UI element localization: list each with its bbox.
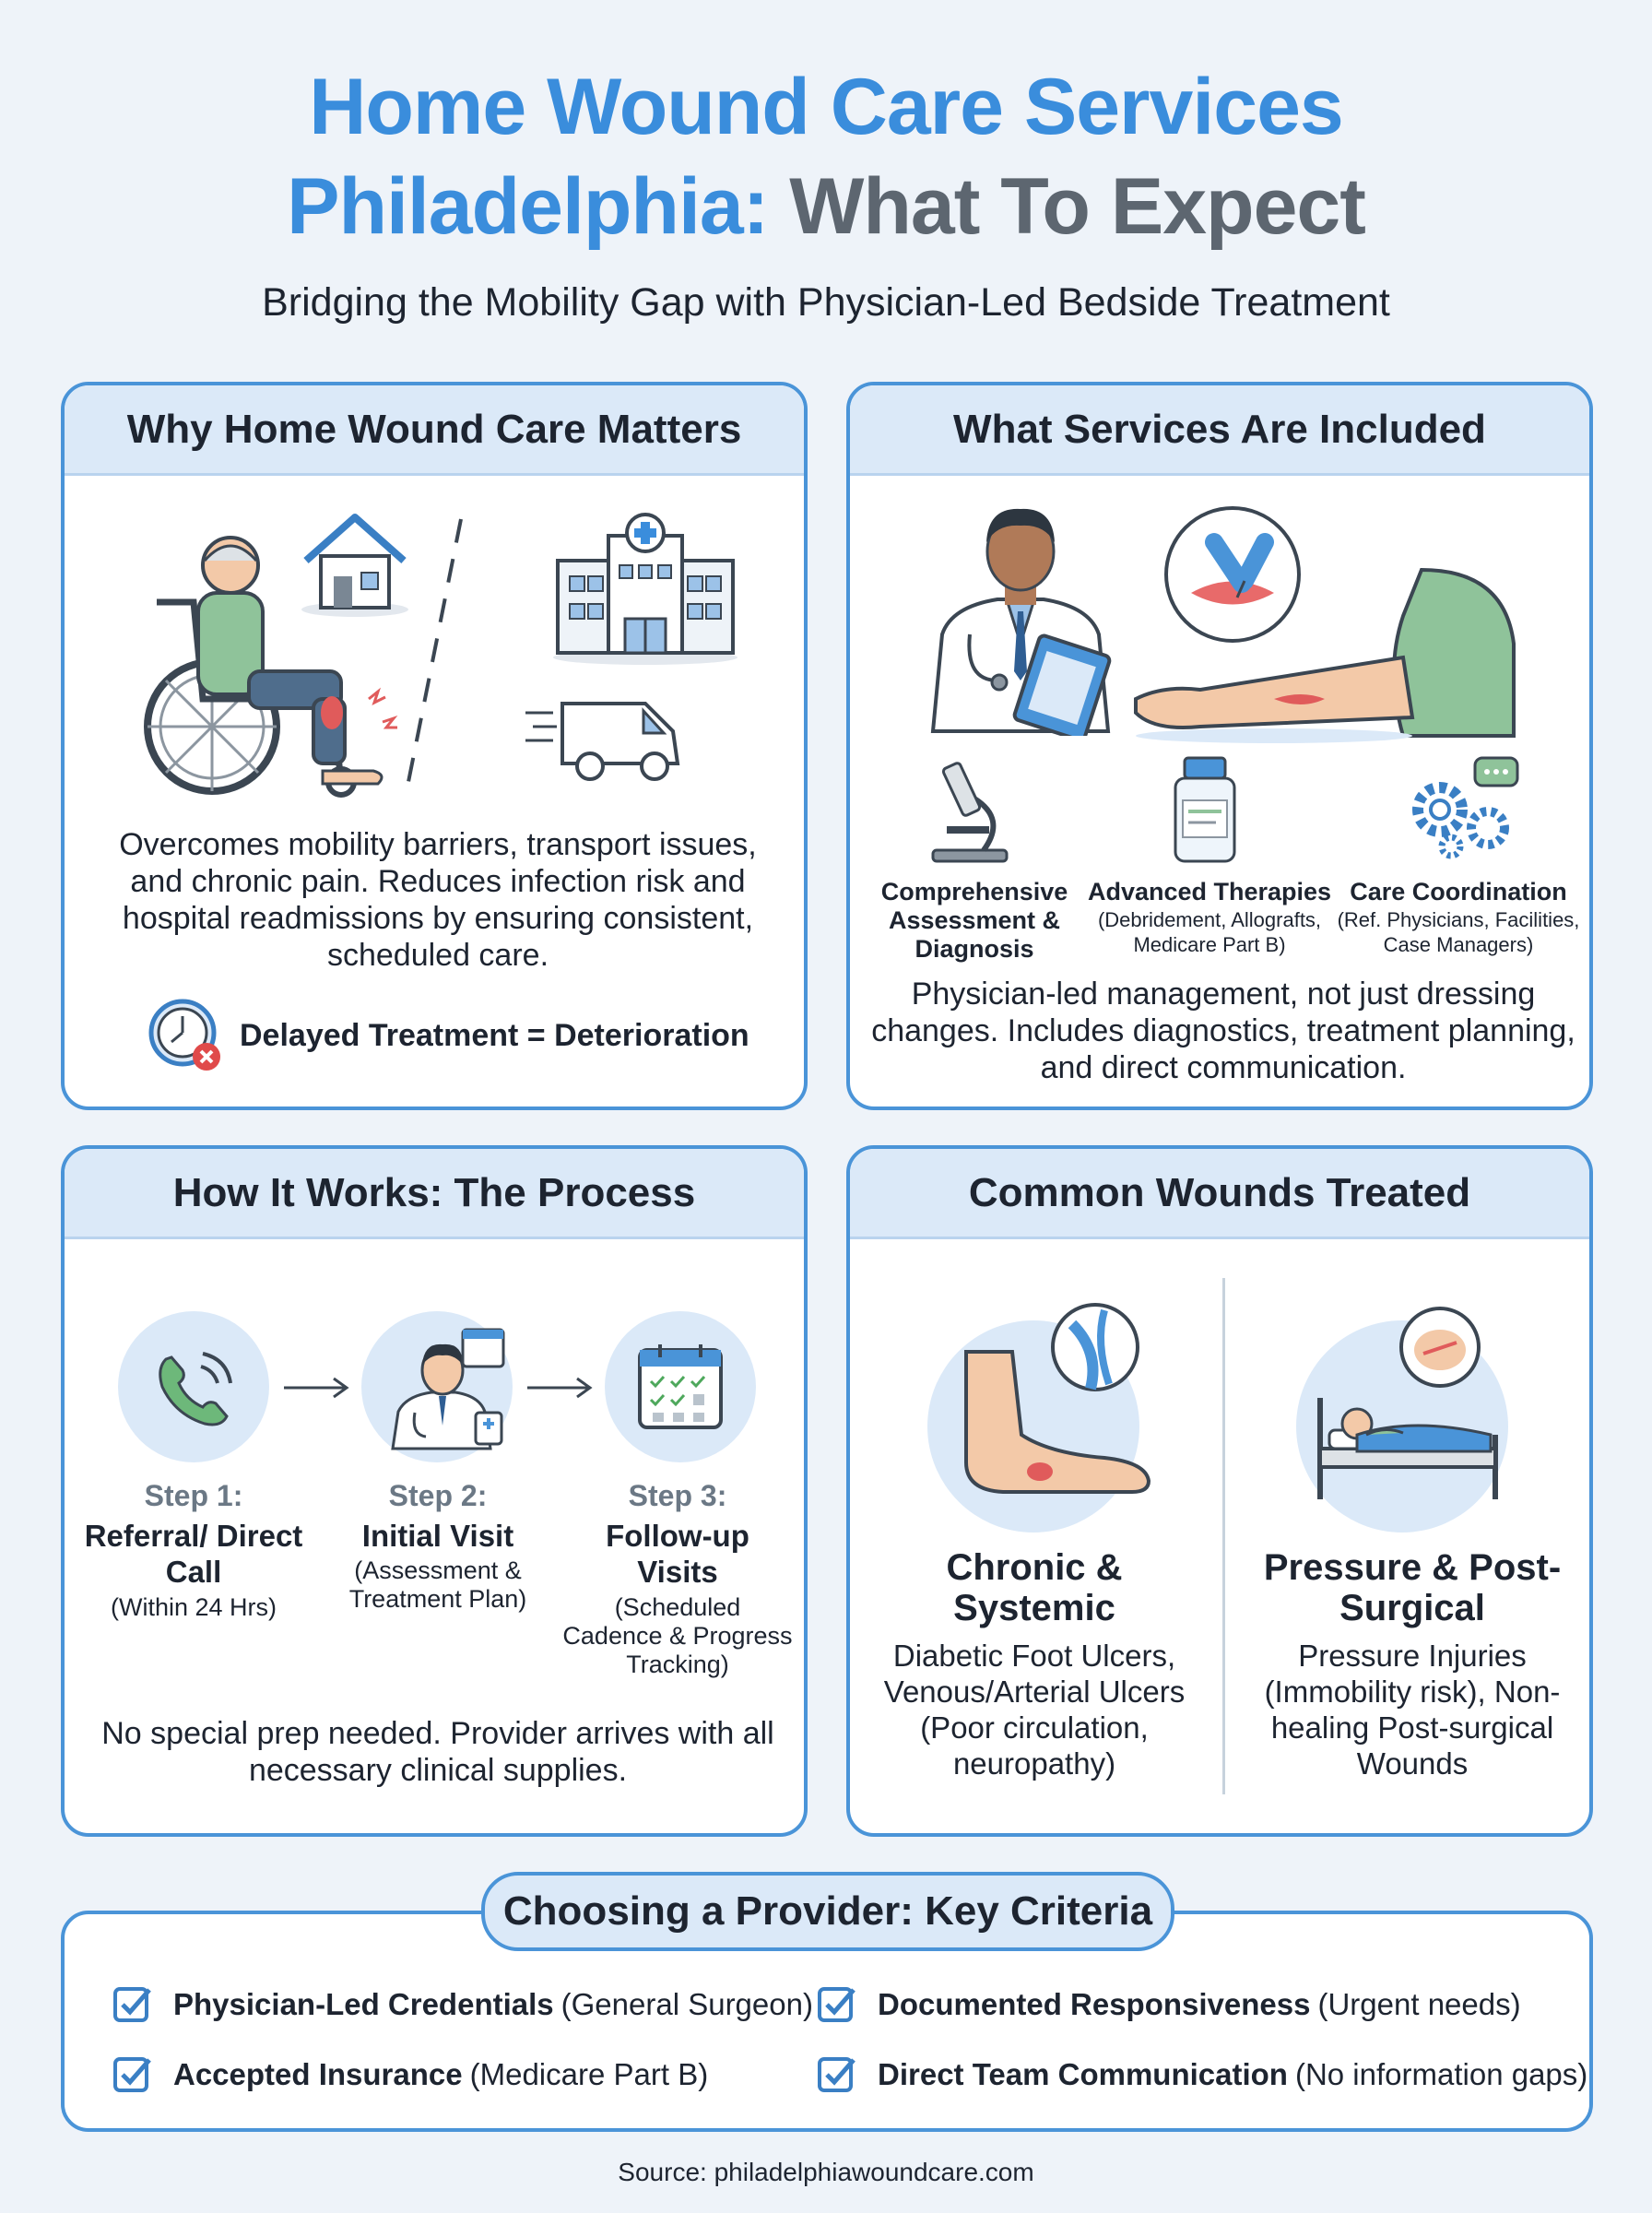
step-3-detail: (Scheduled Cadence & Progress Tracking) [562,1593,793,1678]
doctor-calendar-icon [374,1324,513,1453]
services-heading: What Services Are Included [850,385,1589,476]
process-text: No special prep needed. Provider arrives with all necessary clinical supplies. [101,1716,774,1788]
checkbox-icon [112,1984,153,2025]
wounds-heading: Common Wounds Treated [850,1149,1589,1239]
criteria-item [817,2054,1587,2095]
title-line-2-grey: What To Expect [789,162,1365,251]
process-heading: How It Works: The Process [65,1149,804,1239]
service-2-title: Advanced Therapies [1087,878,1332,905]
criteria-item [817,1984,1521,2025]
hospital-icon [544,510,747,667]
calendar-check-icon [634,1341,726,1433]
step-1-title: Referral/ Direct Call [84,1519,303,1589]
page-title [0,57,1652,256]
criteria-item [112,2054,708,2095]
step-2-detail: (Assessment & Treatment Plan) [348,1556,527,1613]
services-text: Physician-led management, not just dressing changes. Includes diagnostics, treatment planning, and direct communication. [871,976,1575,1085]
checkbox-icon [817,2054,857,2095]
criteria-heading: Choosing a Provider: Key Criteria [481,1872,1174,1951]
medicine-bottle-icon [1168,754,1242,865]
title-line-2-blue: Philadelphia: [287,162,769,251]
service-1-title: Comprehensive Assessment & Diagnosis [880,878,1068,963]
title-line-1: Home Wound Care Services [309,63,1343,151]
why-heading: Why Home Wound Care Matters [65,385,804,476]
wounds-panel [846,1145,1593,1837]
checkbox-icon [817,1984,857,2025]
doctor-icon [914,496,1127,736]
wound-1-title: Chronic & Systemic [946,1547,1123,1628]
criteria-item-bold: Accepted Insurance [173,2057,463,2091]
criteria-item-detail: (General Surgeon) [560,1987,813,2021]
criteria-item-bold: Physician-Led Credentials [173,1987,554,2021]
criteria-item-detail: (Medicare Part B) [469,2057,709,2091]
source-credit: Source: philadelphiawoundcare.com [618,2158,1034,2186]
title-line-2 [0,157,1652,256]
services-panel [846,382,1593,1110]
phone-icon [148,1343,240,1435]
warning-text: Delayed Treatment = Deterioration [240,1017,749,1053]
clock-icon [148,996,227,1075]
gears-chat-icon [1403,754,1523,865]
criteria-item [112,1984,813,2025]
step-2-label: Step 2: [388,1479,488,1512]
criteria-item-bold: Documented Responsiveness [878,1987,1311,2021]
bed-patient-icon [1302,1296,1514,1518]
wounds-divider [1222,1278,1225,1794]
why-text: Overcomes mobility barriers, transport issues, and chronic pain. Reduces infection risk and hospital readmissions by ensuring consistent, scheduled care. [119,827,757,973]
wound-arm-icon [1127,505,1532,745]
why-panel [61,382,808,1110]
foot-ulcer-icon [938,1296,1160,1518]
criteria-item-detail: (Urgent needs) [1317,1987,1521,2021]
service-3-title: Care Coordination [1350,878,1567,905]
criteria-item-bold: Direct Team Communication [878,2057,1288,2091]
process-panel [61,1145,808,1837]
step-1-detail: (Within 24 Hrs) [110,1593,277,1621]
step-3-label: Step 3: [628,1479,727,1512]
arrow-1-icon [282,1374,350,1402]
van-icon [525,685,691,787]
microscope-icon [919,754,1021,865]
wound-2-title: Pressure & Post-Surgical [1263,1547,1562,1628]
wound-1-text: Diabetic Foot Ulcers, Venous/Arterial Ulcers (Poor circulation, neuropathy) [883,1639,1186,1781]
warning-row [148,996,749,1075]
service-2-detail: (Debridement, Allografts, Medicare Part B) [1097,908,1322,956]
arrow-2-icon [525,1374,594,1402]
service-3-detail: (Ref. Physicians, Facilities, Case Managers) [1337,908,1580,956]
step-3-title: Follow-up Visits [606,1519,749,1589]
divider-dashes-icon [396,510,470,805]
step-1-label: Step 1: [144,1479,243,1512]
step-2-title: Initial Visit [361,1519,514,1553]
wound-2-text: Pressure Injuries (Immobility risk), Non-healing Post-surgical Wounds [1264,1639,1561,1781]
criteria-item-detail: (No information gaps) [1294,2057,1588,2091]
page-subtitle: Bridging the Mobility Gap with Physician-Led Bedside Treatment [262,280,1390,325]
checkbox-icon [112,2054,153,2095]
